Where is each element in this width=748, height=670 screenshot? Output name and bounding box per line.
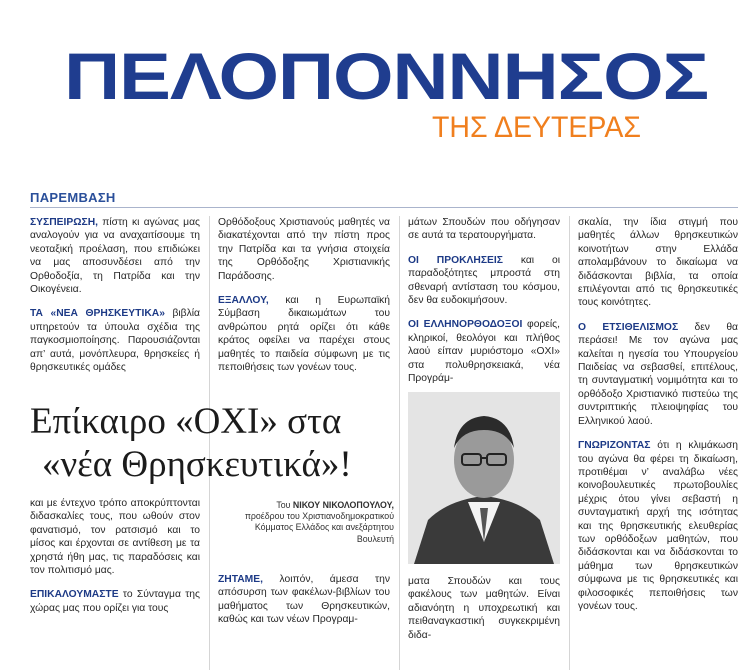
paragraph-text: ότι η κλιμάκωση του αγώνα θα φέρει τη δικαίωση, προτιθέμαι ν’ αναλάβω νέες κοινοβουλευτικές πρωτοβουλίες μέχρις ότου γίνει σεβαστή η συνταγματική αρχή της ισότητας και της θρησκευτικής ελευθερίας των ορθόδοξων μαθητών, που διδάσκονται και να διδάσκονται το μάθημα των θρησκευτικών σύμφωνα με τις θρησκευτικές και φιλοσοφικές πεποιθήσεις των γονέων τους. (578, 440, 738, 612)
paragraph-lead: ΕΠΙΚΑΛΟΥΜΑΣΤΕ (30, 589, 119, 601)
paragraph-text: βιβλία υπηρετούν τα ύπουλα σχέδια της παγκοσμιοποίησης. Παρουσιάζονται απ’ αυτά, μονόπλευρα, θρησκείες ή θρησκευτικές ομάδες (30, 308, 200, 374)
masthead-title: ΠΕΛΟΠΟΝΝΗΣΟΣ (64, 39, 709, 113)
headline-line-2: «νέα Θρησκευτικά»! (42, 444, 352, 485)
paragraph-lead: ΟΙ ΠΡΟΚΛΗΣΕΙΣ (408, 254, 503, 266)
paragraph-text: και με έντεχνο τρόπο αποκρύπτονται διδασκαλίες τους, που ωθούν στον φανατισμό, τον ρατσισμό και το μίσος και έρχονται σε αντίθεση με τα χρηστά ήθη μας, τις παραδόσεις και τον πολιτισμό μας. (30, 498, 200, 577)
author-role: προέδρου του Χριστιανοδημοκρατικού Κόμματος Ελλάδος και ανεξάρτητου Βουλευτή (244, 511, 394, 544)
paragraph-lead: ΕΞΑΛΛΟΥ, (218, 295, 269, 307)
paragraph-lead: ΣΥΣΠΕΙΡΩΣΗ, (30, 217, 98, 228)
author-name: ΝΙΚΟΥ ΝΙΚΟΛΟΠΟΥΛΟΥ, (292, 500, 394, 510)
paragraph-text: σκαλία, την ίδια στιγμή που μαθητές άλλων θρησκευτικών κοινοτήτων στην Ελλάδα απολαμβάνουν το δικαίωμα να διδάσκονται βιβλία, τα οποία επιλέγονται από τις θρησκευτικές τους κοινότητες. (578, 217, 738, 309)
paragraph-text: το Σύνταγμα της χώρας μας που ορίζει για τους (30, 589, 200, 614)
section-rule (30, 207, 738, 208)
paragraph (30, 588, 200, 615)
paragraph-text: δεν θα περάσει! Με τον αγώνα μας καλείται η ηγεσία του Υπουργείου Παιδείας να σεβασθεί, επιτέλους, τη συνταγματική νομιμότητα και το ορθόδοξο Χριστιανικό πιστεύω της συντριπτικής πλειοψηφίας του Ελληνικού λαού. (578, 321, 738, 427)
paragraph-text: πίστη κι αγώνας μας αναλογούν για να αναχαιτίσουμε τη νεοταξική προέλαση, που επιδιώκει να μας αποσυνδέσει από την Ορθοδοξία, τη Πατρίδα και την Οικογένεια. (30, 217, 200, 296)
paragraph (218, 294, 390, 374)
paragraph (578, 439, 738, 613)
paragraph-text: και η Ευρωπαϊκή Σύμβαση δικαιωμάτων του ανθρώπου ρητά ορίζει ότι κάθε κράτος οφείλει να παρέχει στους μαθητές το παιδεία σύμφωνη με τις πεποιθήσεις των γονέων τους. (218, 295, 390, 374)
paragraph-text: ματα Σπουδών και τους φακέλους των μαθητών. Είναι αδιανόητη η υποχρεωτική και πειθαναγκαστική συγκεκριμένη διδα- (408, 576, 560, 641)
article-column-1 (30, 216, 200, 385)
paragraph (408, 318, 560, 385)
paragraph (218, 573, 390, 627)
paragraph-text: Ορθόδοξους Χριστιανούς μαθητές να διακατέχονται από την πίστη προς την Πατρίδα και τα γνήσια στοιχεία της Ορθόδοξης Χριστιανικής Παράδοσης. (218, 217, 390, 282)
paragraph-lead: ΟΙ ΕΛΛΗΝΟΡΘΟΔΟΞΟΙ (408, 319, 523, 331)
article-column-4 (578, 216, 738, 624)
paragraph-text: φορείς, κληρικοί, θεολόγοι και πλήθος λαού είπαν μυριόστομο «ΟΧΙ» στα πολυθρησκειακά, νέα Προγράμ- (408, 319, 560, 385)
paragraph (30, 216, 200, 296)
masthead-subtitle: ΤΗΣ ΔΕΥΤΕΡΑΣ (432, 111, 641, 144)
article-column-3 (408, 216, 560, 396)
headline-line-1: Επίκαιρο «ΟΧΙ» στα (30, 401, 342, 442)
paragraph-text: λοιπόν, άμεσα την απόσυρση των φακέλων-βιβλίων του μαθήματος των Θρησκευτικών, καθώς και των νέων Προγραμ- (218, 574, 390, 626)
paragraph (578, 216, 738, 310)
article-column-2-continued (218, 573, 390, 638)
paragraph (218, 216, 390, 283)
paragraph-text: μάτων Σπουδών που οδήγησαν σε αυτά τα τερατουργήματα. (408, 217, 560, 242)
paragraph (578, 321, 738, 428)
paragraph (408, 254, 560, 308)
paragraph (408, 575, 560, 642)
paragraph-lead: ΖΗΤΑΜΕ, (218, 574, 263, 585)
paragraph-lead: ΓΝΩΡΙΖΟΝΤΑΣ (578, 440, 651, 452)
article-column-1-continued (30, 497, 200, 626)
author-portrait-image (408, 392, 560, 564)
column-divider (569, 216, 570, 670)
paragraph (30, 307, 200, 374)
headline (30, 400, 400, 486)
masthead (0, 0, 748, 172)
paragraph (408, 216, 560, 243)
paragraph (30, 497, 200, 577)
byline (224, 500, 394, 545)
article-column-3-continued (408, 575, 560, 653)
paragraph-lead: ΤΑ «ΝΕΑ ΘΡΗΣΚΕΥΤΙΚΑ» (30, 308, 165, 320)
article-column-2 (218, 216, 390, 385)
author-photo (408, 392, 560, 564)
section-label: ΠΑΡΕΜΒΑΣΗ (30, 190, 116, 205)
paragraph-text: και οι παραδοξότητες μπροστά στη σθεναρή αντίσταση του κόσμου, δεν θα ευδοκιμήσουν. (408, 254, 561, 307)
byline-prefix: Του (276, 500, 293, 510)
paragraph-lead: Ο ΕΤΣΙΘΕΛΙΣΜΟΣ (578, 321, 679, 333)
